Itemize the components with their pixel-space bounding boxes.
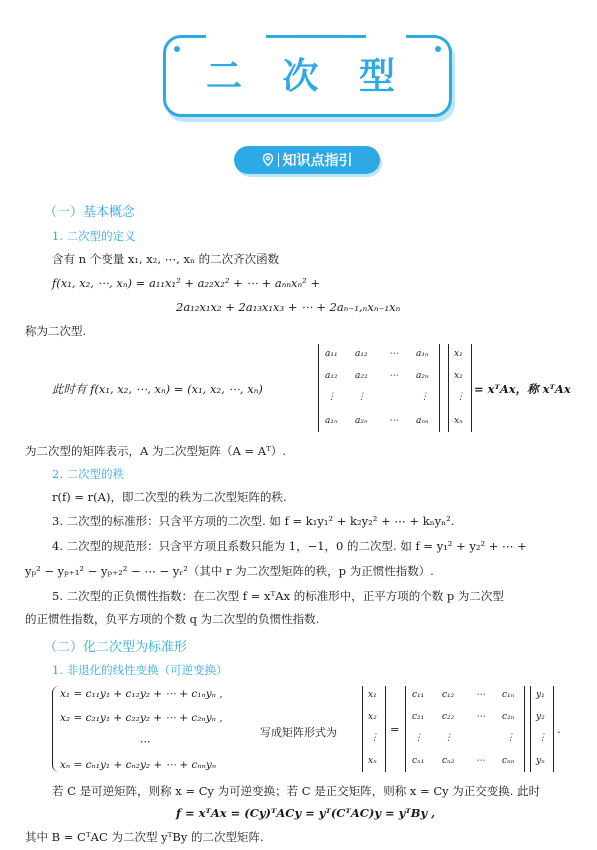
page-title: 二 次 型 [205,56,410,97]
system-equation-n: xₙ = cₙ₁y₁ + cₙ₂y₂ + ⋯ + cₙₙyₙ [60,759,217,771]
matrix-cell: c₁₁ [412,690,425,700]
vector-cell: yₙ [536,756,545,766]
matrix-cell: ⋯ [389,416,398,426]
matrix-cell: ⋯ [389,349,398,359]
subheading-definition: 1. 二次型的定义 [52,229,136,243]
vector-cell: ⋮ [538,733,547,743]
title-frame-gap [366,35,406,40]
vector-cell: y₁ [536,690,545,700]
matrix-cell: ⋮ [414,733,423,743]
matrix-cell: a₂₂ [355,371,368,381]
vector-x2 [362,686,386,772]
matrix-cell: ⋯ [476,756,485,766]
matrix-cell: ⋯ [389,371,398,381]
vector-cell: x₁ [454,349,463,359]
title-frame-gap [206,35,266,40]
location-pin-icon [262,153,274,167]
matrix-cell: a₁₂ [325,371,338,381]
badge-label: 知识点指引 [282,153,353,169]
matrix-cell: c₂ₙ [502,712,515,722]
matrix-cell: a₁ₙ [416,349,429,359]
matrix-cell: a₂ₙ [355,416,368,426]
transform-conclusion: 其中 B = CᵀAC 为二次型 yᵀBy 的二次型矩阵. [25,830,264,844]
matrix-cell: a₁₂ [355,349,368,359]
vector-y [530,686,554,772]
vector-cell: x₂ [454,371,463,381]
transform-condition-text: 若 C 是可逆矩阵，则称 x = Cy 为可逆变换；若 C 是正交矩阵，则称 x = Cy 为正交变换. 此时 [52,784,541,798]
subheading-linear-transform: 1. 非退化的线性变换（可逆变换） [52,663,228,677]
standard-form-text: 3. 二次型的标准形：只含平方项的二次型. 如 f = k₁y₁² + k₂y₂² + ⋯ + kₙyₙ². [52,514,455,528]
section-heading-2: （二）化二次型为标准形 [44,640,188,655]
vector-cell: y₂ [536,712,545,722]
matrix-cell: ⋮ [444,733,453,743]
vector-cell: x₁ [368,690,377,700]
badge-divider [278,153,279,167]
matrix-cell: a₁₁ [325,349,338,359]
vector-x [448,344,472,432]
matrix-form-tail: = xᵀAx，称 xᵀAx [474,382,571,396]
system-ellipsis: ⋯ [140,736,151,748]
knowledge-guide-badge [234,146,380,174]
formula-line-2: 2a₁₂x₁x₂ + 2a₁₃x₁x₃ + ⋯ + 2aₙ₋₁,ₙxₙ₋₁xₙ [176,300,401,314]
system-equation-1: x₁ = c₁₁y₁ + c₁₂y₂ + ⋯ + c₁ₙyₙ , [60,688,223,700]
matrix-cell: a₂ₙ [416,371,429,381]
vector-cell: xₙ [454,416,463,426]
matrix-cell: c₂₂ [442,712,455,722]
transform-formula: f = xᵀAx = (Cy)ᵀACy = yᵀ(CᵀAC)y = yᵀBy , [176,806,436,820]
equals-sign: = [390,722,400,736]
matrix-cell: ⋮ [506,733,515,743]
matrix-cell: aₙₙ [416,416,429,426]
definition-conclusion: 称为二次型. [25,324,87,338]
section-heading-1: （一）基本概念 [44,205,136,220]
vector-cell: ⋮ [370,733,379,743]
formula-line-1: f(x₁, x₂, ⋯, xₙ) = a₁₁x₁² + a₂₂x₂² + ⋯ + aₙₙxₙ² + [52,276,321,290]
inertia-text-2: 的正惯性指数，负平方项的个数 q 为二次型的负惯性指数. [25,612,320,626]
definition-text: 含有 n 个变量 x₁, x₂, ⋯, xₙ 的二次齐次函数 [52,252,280,266]
matrix-representation-text: 为二次型的矩阵表示，A 为二次型矩阵（A = Aᵀ）. [25,444,286,458]
matrix-cell: c₂₁ [412,712,425,722]
matrix-cell: cₙ₂ [442,756,455,766]
vector-cell: xₙ [368,756,377,766]
rank-text: r(f) = r(A)，即二次型的秩为二次型矩阵的秩. [52,490,287,504]
system-equation-2: x₂ = c₂₁y₁ + c₂₂y₂ + ⋯ + c₂ₙyₙ , [60,712,223,724]
matrix-form-lead: 此时有 f(x₁, x₂, ⋯, xₙ) = (x₁, x₂, ⋯, xₙ) [52,382,263,396]
matrix-cell: ⋮ [420,392,429,402]
inertia-text-1: 5. 二次型的正负惯性指数：在二次型 f = xᵀAx 的标准形中，正平方项的个数 p 为二次型 [52,589,504,603]
matrix-cell: ⋮ [357,392,366,402]
matrix-cell: ⋯ [476,712,485,722]
normal-form-text-1: 4. 二次型的规范形：只含平方项且系数只能为 1，−1，0 的二次型. 如 f = y₁² + y₂² + ⋯ + [52,539,527,553]
period-mark: . [557,722,561,736]
matrix-cell: cₙ₁ [412,756,425,766]
matrix-c [405,686,525,772]
matrix-a [318,344,440,432]
subheading-rank: 2. 二次型的秩 [52,467,125,481]
system-brace [52,686,59,772]
normal-form-text-2: yₚ² − yₚ₊₁² − yₚ₊₂² − ⋯ − yᵣ²（其中 r 为二次型矩阵的秩，p 为正惯性指数）. [25,564,434,578]
matrix-cell: ⋮ [327,392,336,402]
matrix-cell: a₁ₙ [325,416,338,426]
matrix-cell: cₙₙ [502,756,515,766]
vector-cell: x₂ [368,712,377,722]
matrix-cell: ⋯ [476,690,485,700]
matrix-cell: c₁ₙ [502,690,515,700]
matrix-form-label: 写成矩阵形式为 [260,726,337,739]
matrix-cell: c₁₂ [442,690,455,700]
vector-cell: ⋮ [456,392,465,402]
